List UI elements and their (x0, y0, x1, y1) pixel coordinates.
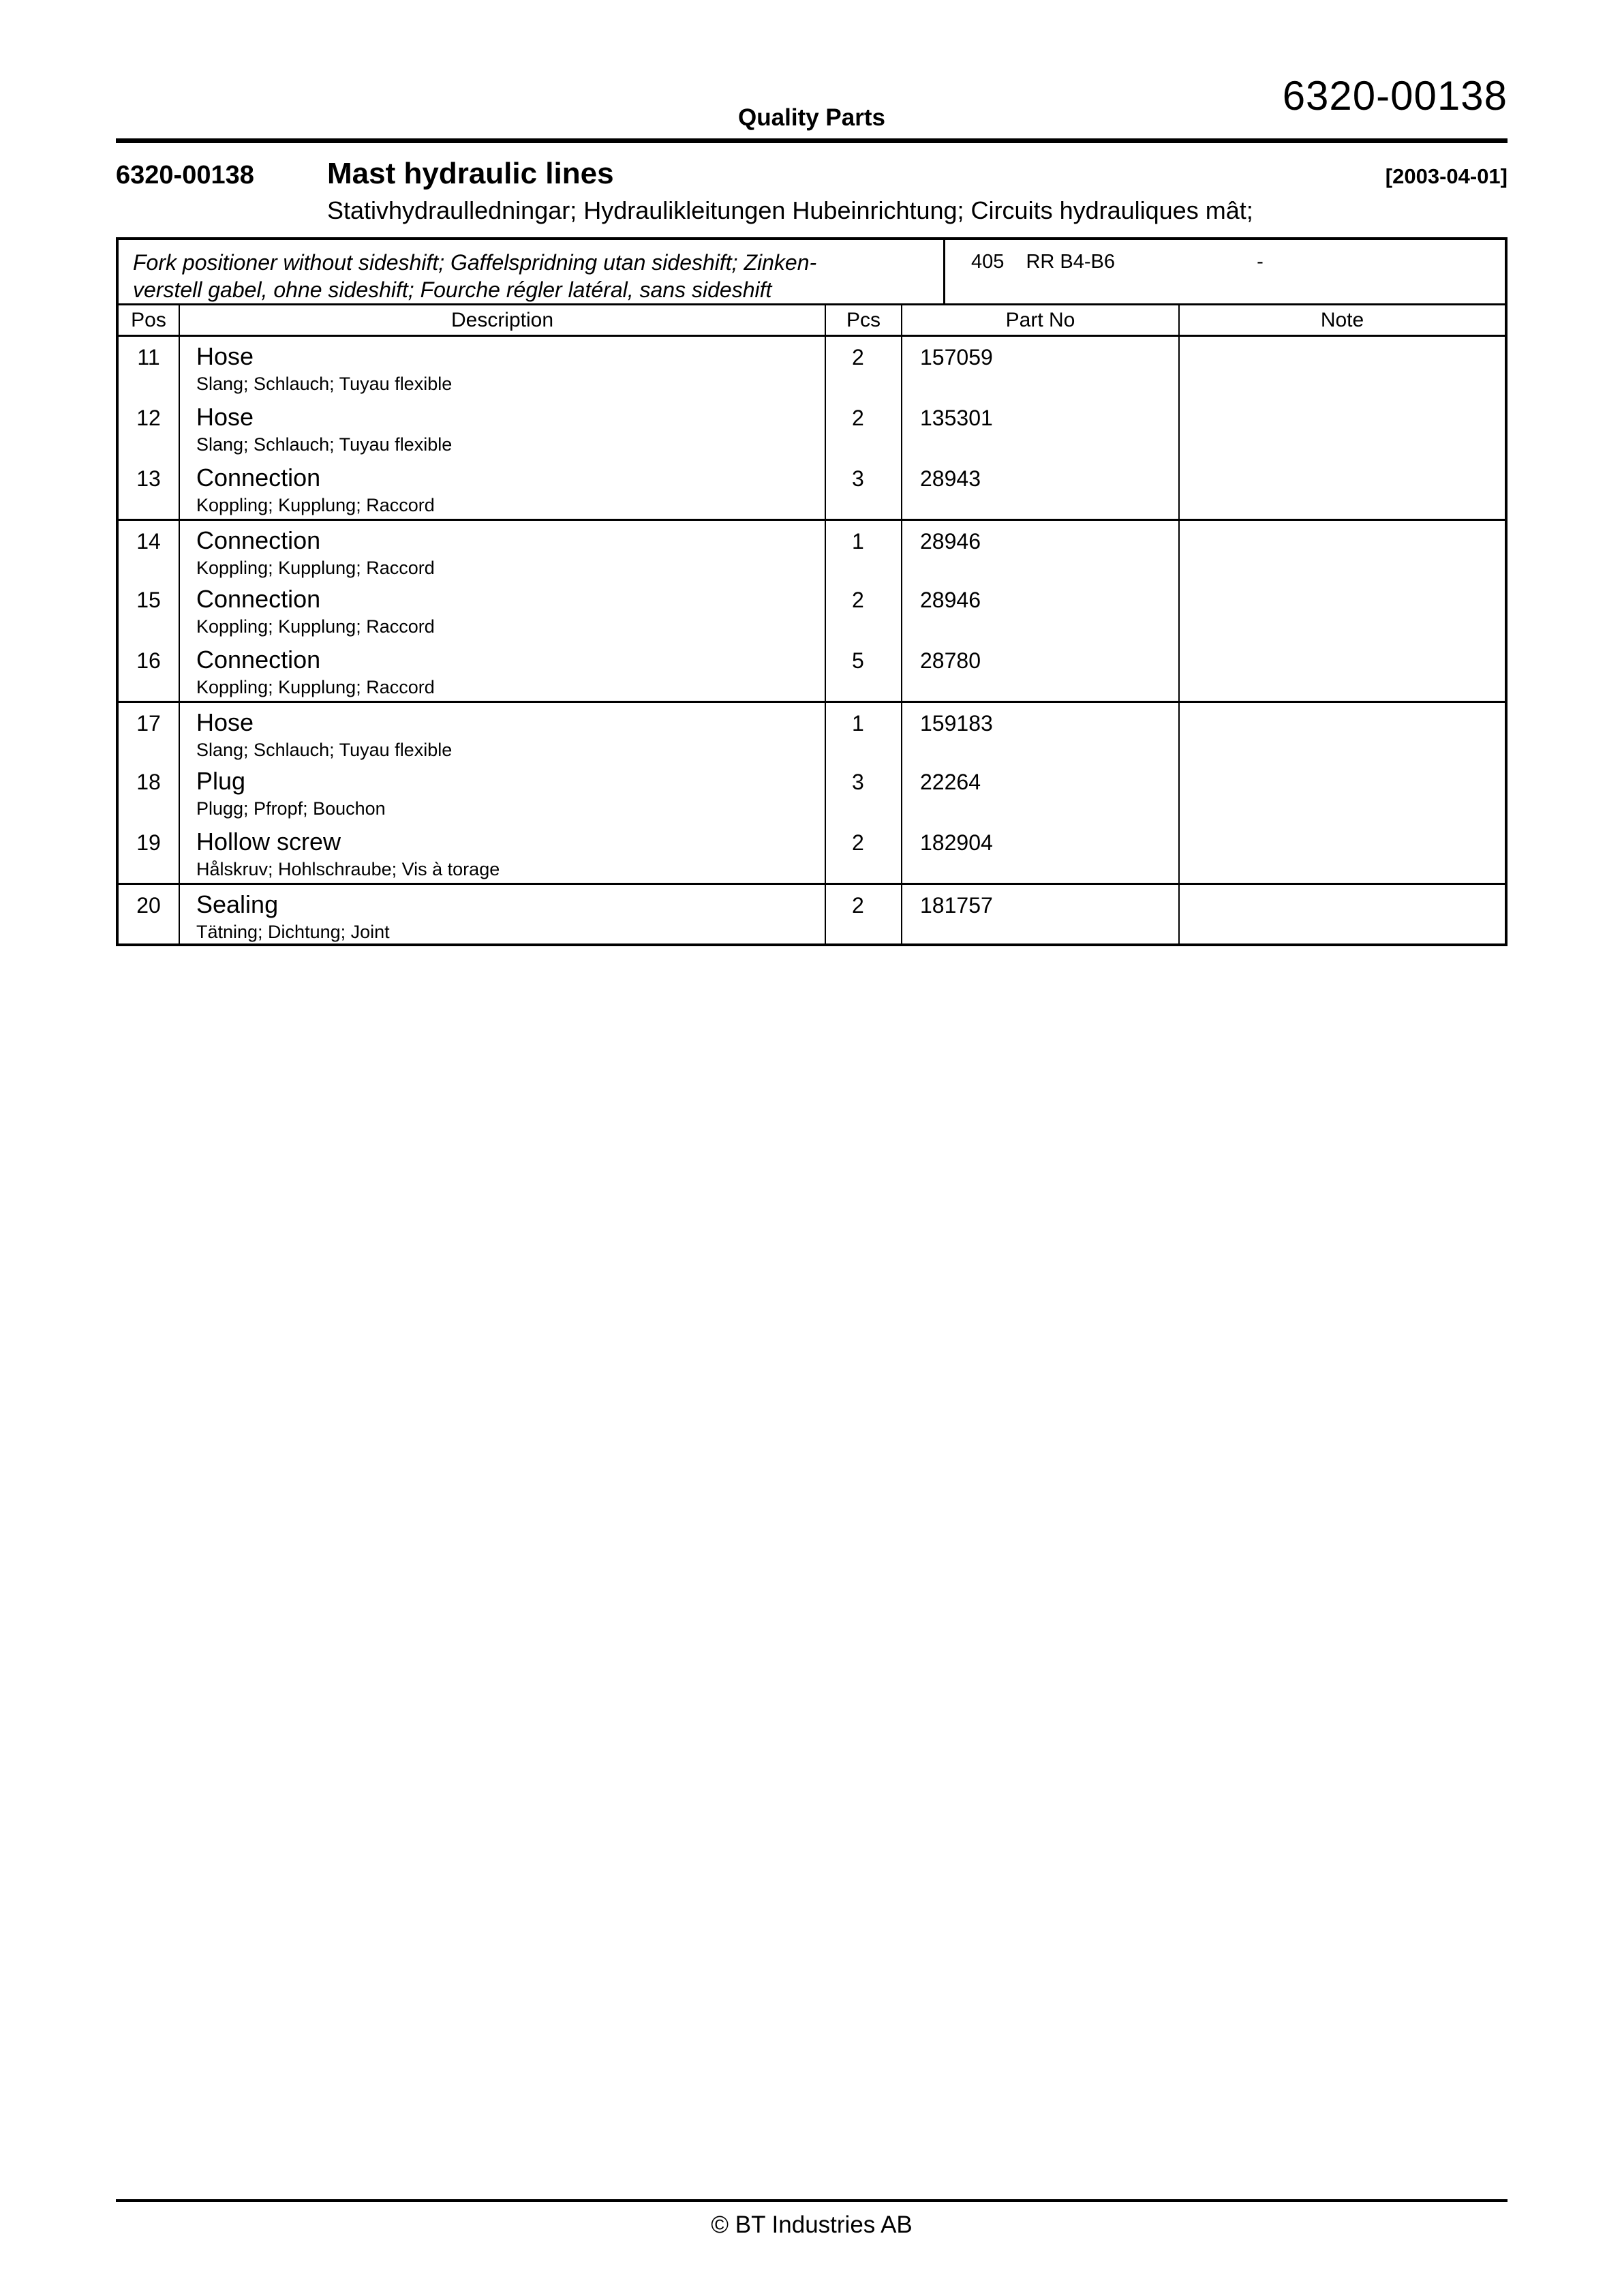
cell-pcs: 2 (826, 579, 902, 640)
cell-pcs: 2 (826, 822, 902, 883)
cell-description (180, 761, 826, 822)
cell-part-no: 28946 (902, 521, 1180, 579)
cell-part-no: 135301 (902, 397, 1180, 458)
page-title: Mast hydraulic lines (327, 157, 614, 190)
cell-pcs: 1 (826, 521, 902, 579)
table-row (119, 519, 1505, 579)
cell-note (1180, 521, 1505, 579)
table-header-row (119, 305, 1505, 337)
cell-pcs: 2 (826, 397, 902, 458)
brand-title: Quality Parts (738, 104, 885, 131)
doc-number: 6320-00138 (1282, 73, 1508, 119)
col-header-part-no: Part No (902, 305, 1180, 335)
cell-description (180, 822, 826, 883)
table-row (119, 458, 1505, 519)
cell-note (1180, 703, 1505, 761)
description-translations: Plugg; Pfropf; Bouchon (196, 798, 386, 819)
cell-part-no: 22264 (902, 761, 1180, 822)
variant-description-line2: verstell gabel, ohne sideshift; Fourche régler latéral, sans sideshift (133, 277, 772, 302)
cell-part-no: 28780 (902, 640, 1180, 701)
cell-pcs: 2 (826, 337, 902, 397)
description-translations: Slang; Schlauch; Tuyau flexible (196, 374, 453, 394)
description-translations: Koppling; Kupplung; Raccord (196, 558, 435, 578)
table-row (119, 701, 1505, 761)
title-translations: Stativhydraulledningar; Hydraulikleitungen Hubeinrichtung; Circuits hydrauliques mât; (327, 196, 1253, 224)
cell-note (1180, 579, 1505, 640)
description-translations: Koppling; Kupplung; Raccord (196, 616, 435, 637)
cell-description (180, 640, 826, 701)
description-main: Hose (196, 403, 254, 431)
description-translations: Koppling; Kupplung; Raccord (196, 677, 435, 697)
cell-pos: 18 (119, 761, 180, 822)
cell-description (180, 579, 826, 640)
cell-description (180, 521, 826, 579)
cell-part-no: 159183 (902, 703, 1180, 761)
description-translations: Slang; Schlauch; Tuyau flexible (196, 434, 453, 455)
cell-pos: 15 (119, 579, 180, 640)
cell-pos: 20 (119, 885, 180, 943)
table-row (119, 883, 1505, 943)
parts-table (116, 237, 1508, 946)
cell-pcs: 2 (826, 885, 902, 943)
cell-pcs: 5 (826, 640, 902, 701)
variant-code: 405 (971, 251, 1005, 273)
description-main: Connection (196, 464, 321, 492)
variant-description-line1: Fork positioner without sideshift; Gaffelspridning utan sideshift; Zinken- (133, 250, 817, 275)
cell-note (1180, 337, 1505, 397)
page-content (0, 0, 1622, 946)
description-main: Plug (196, 767, 246, 795)
cell-pos: 16 (119, 640, 180, 701)
table-row (119, 337, 1505, 397)
description-main: Hose (196, 342, 254, 370)
description-translations: Koppling; Kupplung; Raccord (196, 495, 435, 515)
table-row (119, 761, 1505, 822)
page-footer (116, 2199, 1508, 2239)
cell-note (1180, 822, 1505, 883)
cell-description (180, 703, 826, 761)
description-translations: Tätning; Dichtung; Joint (196, 922, 390, 942)
cell-part-no: 157059 (902, 337, 1180, 397)
variant-meta (945, 240, 1505, 303)
cell-note (1180, 458, 1505, 519)
cell-note (1180, 761, 1505, 822)
cell-pcs: 3 (826, 761, 902, 822)
col-header-description: Description (180, 305, 826, 335)
cell-description (180, 458, 826, 519)
variant-serial-range: RR B4-B6 (1026, 251, 1115, 273)
description-translations: Slang; Schlauch; Tuyau flexible (196, 740, 453, 760)
title-block (116, 157, 1508, 225)
cell-pcs: 3 (826, 458, 902, 519)
cell-note (1180, 397, 1505, 458)
cell-note (1180, 640, 1505, 701)
cell-pos: 13 (119, 458, 180, 519)
cell-part-no: 28946 (902, 579, 1180, 640)
cell-note (1180, 885, 1505, 943)
variant-description (119, 240, 945, 303)
title-row (116, 157, 1508, 191)
col-header-pcs: Pcs (826, 305, 902, 335)
cell-description (180, 337, 826, 397)
footer-copyright: © BT Industries AB (711, 2211, 913, 2238)
cell-pos: 12 (119, 397, 180, 458)
table-row (119, 397, 1505, 458)
description-translations: Hålskruv; Hohlschraube; Vis à torage (196, 859, 500, 879)
section-code: 6320-00138 (116, 161, 254, 190)
revision-date: [2003-04-01] (1385, 164, 1508, 188)
header-rule (116, 138, 1508, 143)
cell-part-no: 28943 (902, 458, 1180, 519)
description-main: Connection (196, 585, 321, 613)
page-header (116, 0, 1508, 138)
variant-note: - (1257, 251, 1264, 273)
footer-rule (116, 2199, 1508, 2202)
table-row (119, 579, 1505, 640)
cell-pos: 11 (119, 337, 180, 397)
cell-part-no: 181757 (902, 885, 1180, 943)
description-main: Connection (196, 526, 321, 554)
description-main: Sealing (196, 890, 279, 918)
cell-part-no: 182904 (902, 822, 1180, 883)
table-row (119, 640, 1505, 701)
cell-pos: 19 (119, 822, 180, 883)
description-main: Hollow screw (196, 828, 341, 856)
cell-pcs: 1 (826, 703, 902, 761)
table-row (119, 822, 1505, 883)
cell-pos: 14 (119, 521, 180, 579)
cell-description (180, 397, 826, 458)
col-header-pos: Pos (119, 305, 180, 335)
cell-pos: 17 (119, 703, 180, 761)
cell-description (180, 885, 826, 943)
col-header-note: Note (1320, 308, 1364, 331)
variant-header (119, 240, 1505, 305)
description-main: Hose (196, 708, 254, 736)
description-main: Connection (196, 646, 321, 674)
